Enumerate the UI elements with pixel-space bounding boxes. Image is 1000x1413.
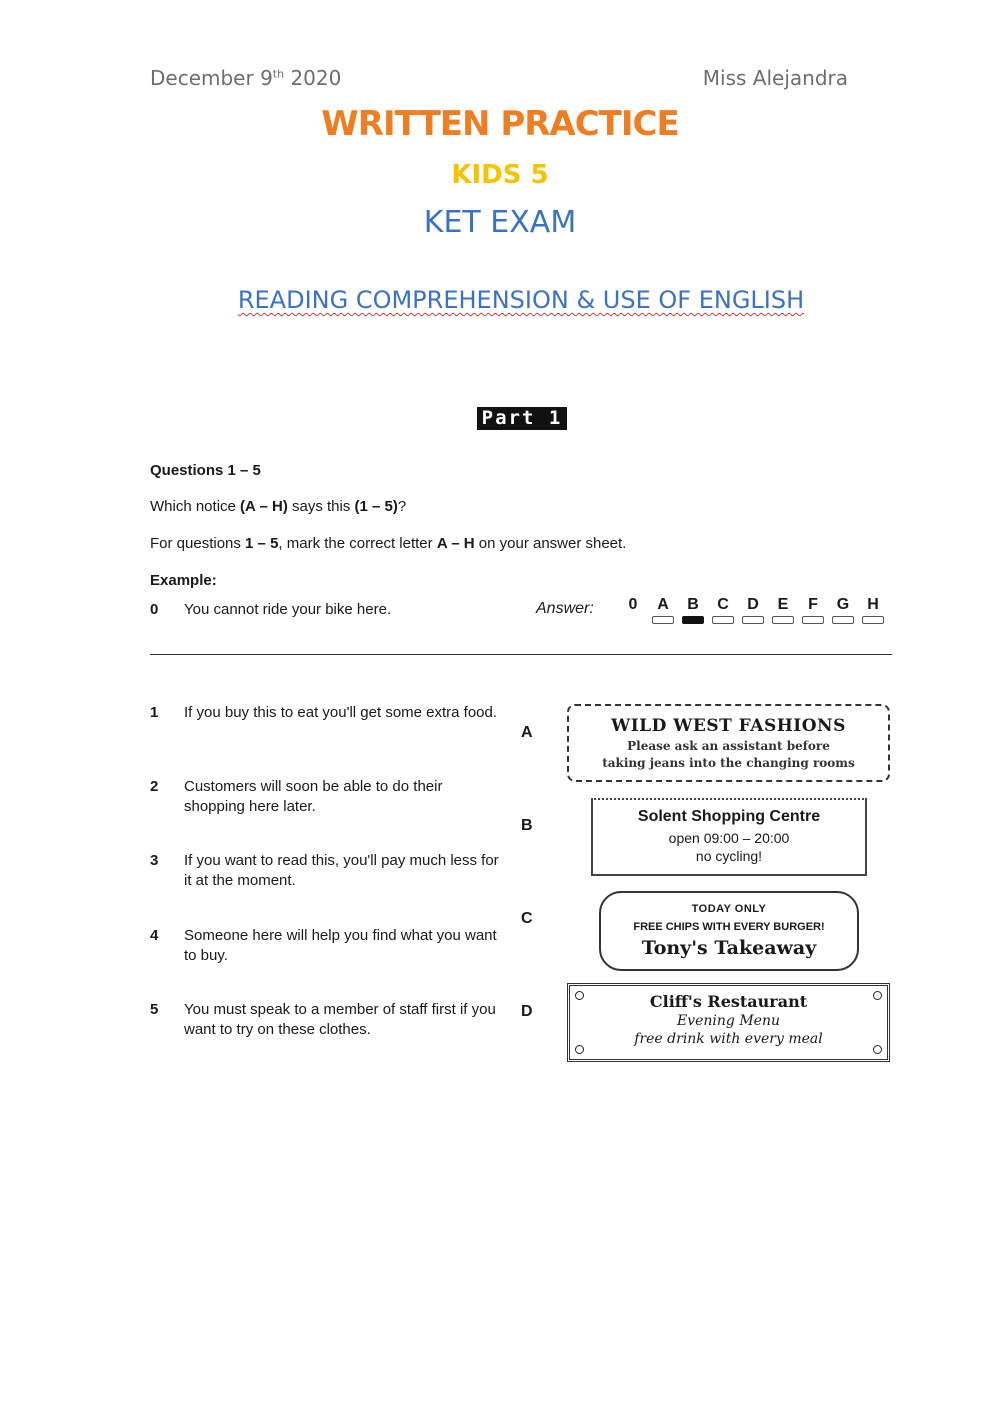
screw-icon xyxy=(873,991,882,1000)
example-number: 0 xyxy=(150,601,159,618)
instr-text: For questions xyxy=(150,535,246,552)
notice-d-line2: free drink with every meal xyxy=(634,1031,823,1047)
notice-b-line1: open 09:00 – 20:00 xyxy=(668,830,790,846)
instr-bold: 1 – 5 xyxy=(245,535,279,552)
answer-cell[interactable] xyxy=(858,596,888,624)
notice-b-line2: no cycling! xyxy=(695,848,763,864)
date-year: 2020 xyxy=(284,66,342,90)
notice-d-title: Cliff's Restaurant xyxy=(649,992,808,1011)
notice-letter-a: A xyxy=(521,724,533,741)
question-number: 3 xyxy=(150,852,159,869)
instr-bold: A – H xyxy=(436,535,475,552)
divider xyxy=(150,654,892,655)
notice-b-title: Solent Shopping Centre xyxy=(637,808,821,825)
answer-letter: H xyxy=(867,596,879,613)
question-text: You must speak to a member of staff first if you want to try on these clothes. xyxy=(184,1001,496,1038)
screw-icon xyxy=(873,1045,882,1054)
notice-c-title: Tony's Takeaway xyxy=(641,937,817,959)
instruction-line-1 xyxy=(150,498,406,515)
question-number: 1 xyxy=(150,704,159,721)
notice-a-line1: Please ask an assistant before xyxy=(627,739,830,753)
main-title: WRITTEN PRACTICE xyxy=(321,104,679,144)
answer-letter: G xyxy=(836,596,850,613)
notice-a-title: WILD WEST FASHIONS xyxy=(611,716,846,736)
answer-cell[interactable] xyxy=(678,596,708,624)
screw-icon xyxy=(575,1045,584,1054)
screw-icon xyxy=(575,991,584,1000)
notice-a-line2: taking jeans into the changing rooms xyxy=(602,756,855,770)
instr-text: ? xyxy=(397,498,407,515)
answer-cell[interactable] xyxy=(798,596,828,624)
answer-cell[interactable] xyxy=(828,596,858,624)
instruction-line-2 xyxy=(150,535,626,552)
answer-letter: B xyxy=(687,596,699,613)
notice-d xyxy=(567,983,890,1062)
answer-letter: 0 xyxy=(628,596,638,613)
answer-cell[interactable] xyxy=(648,596,678,624)
answer-box[interactable] xyxy=(652,616,674,624)
instr-text: Which notice xyxy=(150,498,241,515)
instr-bold: (1 – 5) xyxy=(354,498,398,515)
answer-grid xyxy=(618,596,888,624)
instr-text: says this xyxy=(287,498,355,515)
notice-letter-b: B xyxy=(521,817,533,834)
answer-box-selected[interactable] xyxy=(682,616,704,624)
answer-box[interactable] xyxy=(832,616,854,624)
answer-cell xyxy=(618,596,648,624)
questions-heading: Questions 1 – 5 xyxy=(150,462,261,479)
answer-box[interactable] xyxy=(772,616,794,624)
question-number: 2 xyxy=(150,778,159,795)
question-number: 5 xyxy=(150,1001,159,1018)
question-text: Customers will soon be able to do their shopping here later. xyxy=(184,778,443,815)
notice-b xyxy=(591,798,867,876)
answer-letter: C xyxy=(717,596,729,613)
section-title: READING COMPREHENSION & USE OF ENGLISH xyxy=(237,286,805,314)
answer-cell[interactable] xyxy=(768,596,798,624)
question-text: Someone here will help you find what you want to buy. xyxy=(184,927,497,964)
notice-a xyxy=(567,704,890,782)
instr-text: on your answer sheet. xyxy=(474,535,627,552)
notice-c xyxy=(599,891,859,971)
teacher-name: Miss Alejandra xyxy=(702,66,848,90)
example-label: Example: xyxy=(150,572,217,589)
answer-label: Answer: xyxy=(536,600,594,617)
instr-bold: (A – H) xyxy=(240,498,288,515)
answer-letter: D xyxy=(747,596,759,613)
exam-title: KET EXAM xyxy=(423,205,577,240)
answer-cell[interactable] xyxy=(708,596,738,624)
example-text: You cannot ride your bike here. xyxy=(184,601,392,618)
question-number: 4 xyxy=(150,927,159,944)
answer-box[interactable] xyxy=(802,616,824,624)
answer-letter: F xyxy=(808,596,818,613)
instr-text: , mark the correct letter xyxy=(278,535,437,552)
answer-box[interactable] xyxy=(862,616,884,624)
notice-c-line1: TODAY ONLY xyxy=(691,903,767,915)
question-text: If you buy this to eat you'll get some extra food. xyxy=(184,704,498,721)
level-title: KIDS 5 xyxy=(451,160,549,190)
notice-letter-c: C xyxy=(521,910,533,927)
answer-letter: A xyxy=(657,596,669,613)
part-label: Part 1 xyxy=(477,407,567,430)
date-suffix: th xyxy=(272,67,285,81)
question-text: If you want to read this, you'll pay much less for it at the moment. xyxy=(184,852,499,889)
date xyxy=(150,66,341,90)
notice-letter-d: D xyxy=(521,1003,533,1020)
answer-box[interactable] xyxy=(712,616,734,624)
date-main: December 9 xyxy=(150,66,273,90)
notice-c-line2: FREE CHIPS WITH EVERY BURGER! xyxy=(633,921,825,933)
answer-letter: E xyxy=(777,596,789,613)
answer-cell[interactable] xyxy=(738,596,768,624)
notice-d-line1: Evening Menu xyxy=(677,1013,780,1029)
answer-box[interactable] xyxy=(742,616,764,624)
